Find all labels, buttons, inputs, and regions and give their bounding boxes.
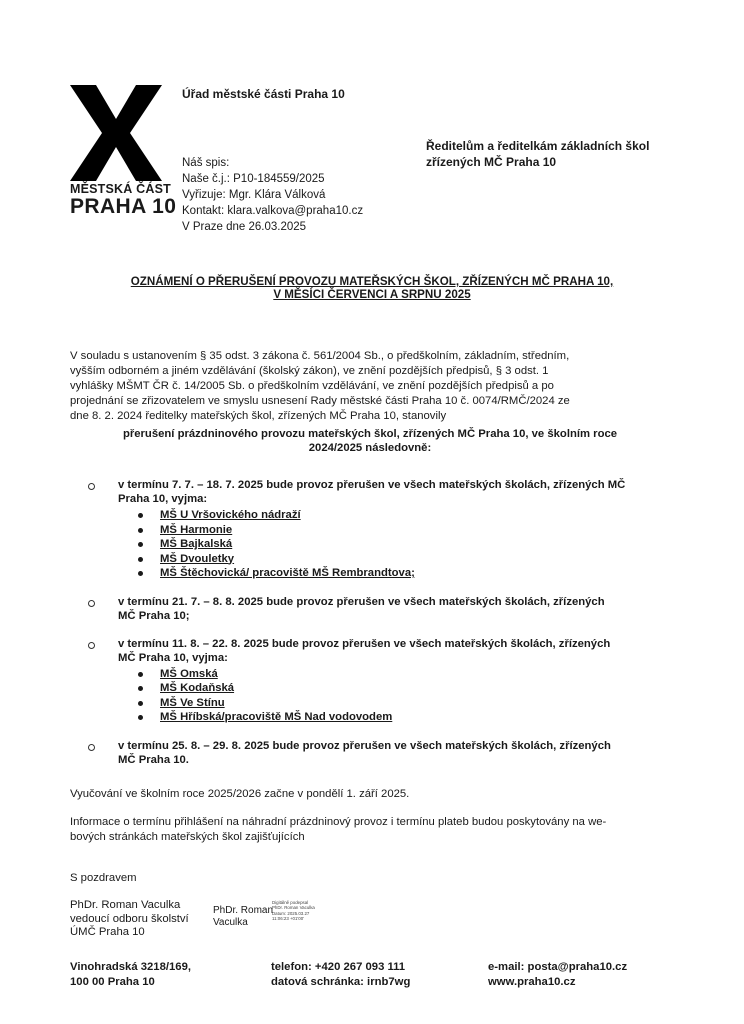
signature-name-line: Vaculka: [213, 917, 248, 928]
circle-bullet-icon: [88, 642, 95, 649]
address-line: 100 00 Praha 10: [70, 976, 155, 988]
recipient-block: [426, 138, 649, 170]
exception-item: MŠ Harmonie: [118, 523, 668, 538]
info-paragraph: [70, 815, 670, 845]
signature-detail-line: 11:06:23 +01'00': [272, 916, 304, 922]
exception-item: MŠ Omská: [118, 667, 668, 682]
recipient-line2: zřízených MČ Praha 10: [426, 155, 557, 169]
intro-line: vyšším odborném a jiném vzdělávání (školský zákon), ve znění pozdějších předpisů, § 3 odst. 1: [70, 365, 549, 377]
handled-by: Vyřizuje: Mgr. Klára Válková: [182, 189, 326, 201]
circle-bullet-icon: [88, 600, 95, 607]
term-line: MČ Praha 10;: [118, 609, 190, 622]
bullet-icon: [138, 701, 143, 706]
exception-item: MŠ Dvouletky: [118, 552, 668, 567]
footer-databox: datová schránka: irnb7wg: [271, 976, 411, 988]
document-meta: [182, 155, 363, 235]
district-logo-x: [68, 85, 164, 181]
term-item-1: [88, 478, 668, 581]
footer-contact: [271, 960, 410, 990]
footer-address: [70, 960, 191, 990]
bullet-icon: [138, 686, 143, 691]
signature-detail-line: Digitálně podepsal: [272, 900, 309, 905]
term-text: [118, 739, 668, 767]
term-text: [118, 595, 668, 623]
footer-web: [488, 960, 627, 990]
digital-signature-name: [213, 905, 273, 929]
bullet-icon: [138, 513, 143, 518]
document-title: [60, 275, 684, 301]
signature-name-line: PhDr. Roman: [213, 905, 274, 916]
document-date: V Praze dne 26.03.2025: [182, 221, 307, 233]
bullet-icon: [138, 571, 143, 576]
term-item-3: [88, 637, 668, 725]
intro-line: dne 8. 2. 2024 ředitelky mateřských škol, zřízených MČ Praha 10, stanovily: [70, 410, 447, 422]
reference-number: Naše č.j.: P10-184559/2025: [182, 173, 325, 185]
contact-email: Kontakt: klara.valkova@praha10.cz: [182, 205, 364, 217]
intro-line: vyhlášky MŠMT ČR č. 14/2005 Sb. o předškolním vzdělávání, ve znění pozdějších předpisů a po: [70, 380, 554, 392]
signer-block: [70, 899, 189, 940]
exception-item: MŠ Hříbská/pracoviště MŠ Nad vodovodem: [118, 710, 668, 725]
exception-list: [118, 667, 668, 725]
term-line: MČ Praha 10, vyjma:: [118, 651, 228, 664]
term-line: v termínu 7. 7. – 18. 7. 2025 bude provoz přerušen ve všech mateřských školách, zřízených MČ: [118, 479, 626, 491]
bullet-icon: [138, 557, 143, 562]
lead-statement: [70, 427, 670, 455]
term-line: MČ Praha 10.: [118, 753, 189, 766]
footer-website: www.praha10.cz: [488, 976, 576, 988]
term-line: v termínu 11. 8. – 22. 8. 2025 bude provoz přerušen ve všech mateřských školách, zřízených: [118, 637, 611, 650]
bullet-icon: [138, 528, 143, 533]
lead-line2: 2024/2025 následovně:: [308, 442, 432, 454]
term-line: v termínu 21. 7. – 8. 8. 2025 bude provoz přerušen ve všech mateřských školách, zřízených: [118, 595, 605, 608]
footer-email: e-mail: posta@praha10.cz: [488, 961, 628, 973]
bullet-icon: [138, 542, 143, 547]
office-name: Úřad městské části Praha 10: [182, 87, 345, 101]
digital-signature-details: [272, 900, 315, 922]
exception-item: MŠ Kodaňská: [118, 681, 668, 696]
logo-text-line1: MĚSTSKÁ ČÁST: [70, 182, 172, 196]
term-line: Praha 10, vyjma:: [118, 493, 208, 505]
intro-line: V souladu s ustanovením § 35 odst. 3 zákona č. 561/2004 Sb., o předškolním, základním, středním,: [70, 350, 570, 362]
signature-detail-line: Datum: 2025.03.27: [272, 910, 310, 916]
title-line2: V MĚSÍCI ČERVENCI A SRPNU 2025: [273, 288, 471, 301]
intro-line: projednání se zřizovatelem ve smyslu usnesení Rady městské části Praha 10 č. 0074/RMČ/2024 ze: [70, 395, 570, 407]
signer-role: vedoucí odboru školství: [70, 912, 189, 925]
exception-item: MŠ Štěchovická/ pracoviště MŠ Rembrandtova;: [118, 566, 668, 581]
exception-list: [118, 508, 668, 581]
logo-text-line2: PRAHA 10: [70, 195, 177, 218]
signature-detail-line: PhDr. Roman Vaculka: [272, 905, 315, 911]
term-line: v termínu 25. 8. – 29. 8. 2025 bude provoz přerušen ve všech mateřských školách, zřízených: [118, 739, 611, 752]
circle-bullet-icon: [88, 744, 95, 751]
bullet-icon: [138, 672, 143, 677]
lead-line1: přerušení prázdninového provozu mateřských škol, zřízených MČ Praha 10, ve školním roce: [122, 428, 618, 440]
term-text: [118, 478, 668, 506]
circle-bullet-icon: [88, 483, 95, 490]
closure-terms-list: [88, 478, 668, 781]
title-line1: OZNÁMENÍ O PŘERUŠENÍ PROVOZU MATEŘSKÝCH ŠKOL, ZŘÍZENÝCH MČ PRAHA 10,: [130, 275, 614, 288]
term-text: [118, 637, 668, 665]
greeting: S pozdravem: [70, 872, 137, 884]
school-year-start: Vyučování ve školním roce 2025/2026 začne v pondělí 1. září 2025.: [70, 788, 410, 800]
address-line: Vinohradská 3218/169,: [70, 961, 191, 973]
signer-name: PhDr. Roman Vaculka: [70, 899, 181, 911]
exception-item: MŠ Ve Stínu: [118, 696, 668, 711]
term-item-4: [88, 739, 668, 767]
exception-item: MŠ Bajkalská: [118, 537, 668, 552]
term-item-2: [88, 595, 668, 623]
info-line: bových stránkách mateřských škol zajišťujících: [70, 831, 305, 843]
file-label: Náš spis:: [182, 157, 230, 169]
footer-phone: telefon: +420 267 093 111: [271, 961, 406, 973]
signer-org: ÚMČ Praha 10: [70, 926, 145, 938]
recipient-line1: Ředitelům a ředitelkám základních škol: [426, 139, 650, 153]
info-line: Informace o termínu přihlášení na náhradní prázdninový provoz i termínu plateb budou poskytovány na we-: [70, 816, 607, 828]
intro-paragraph: [70, 349, 670, 424]
exception-item: MŠ U Vršovického nádraží: [118, 508, 668, 523]
bullet-icon: [138, 715, 143, 720]
